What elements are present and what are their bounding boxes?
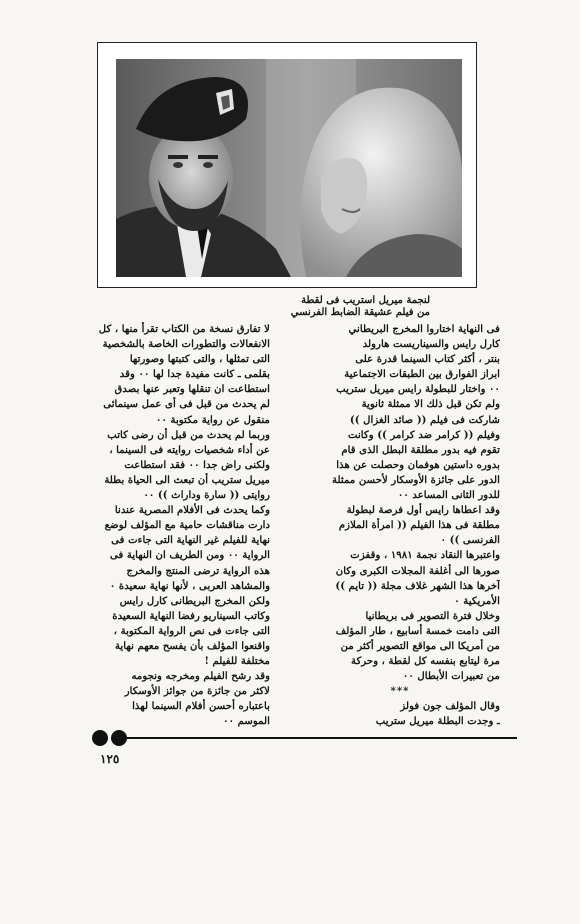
- text-line: دارت مناقشات حامية مع المؤلف لوضع: [104, 519, 270, 532]
- photo-still: [116, 59, 462, 277]
- article-column-right: [300, 322, 500, 730]
- text-line: ولكن المخرج البريطانى كارل رايس: [119, 594, 270, 607]
- text-line: فى النهاية اختاروا المخرج البريطاني: [348, 323, 500, 335]
- text-line: ولم تكن قبل ذلك الا ممثلة ثانوية: [361, 398, 500, 411]
- text-line: وفيلم (( كرامر ضد كرامر )) وكانت: [347, 428, 500, 441]
- text-line: والمشاهد العربى ، لأنها نهاية سعيدة ٠: [109, 579, 270, 592]
- text-line: وربما لم يحدث من قبل أن رضى كاتب: [107, 428, 270, 441]
- film-still-illustration: [116, 59, 462, 277]
- bottom-rule: [125, 737, 517, 739]
- text-line: مختلفة للفيلم !: [204, 655, 270, 668]
- text-line: لا تفارق نسخة من الكتاب تقرأ منها ، كل: [98, 323, 270, 335]
- text-line: تقوم فيه بدور مطلقة البطل الذى قام: [341, 443, 500, 456]
- text-line: شاركت فى فيلم (( صائد الغزال )): [349, 413, 500, 426]
- text-line: التى تمثلها ، والتى كتبتها وصورتها: [129, 353, 270, 366]
- text-line: بقلمى ـ كانت مفيدة جدا لها ٠٠ وقد: [119, 368, 270, 381]
- photo-caption: [200, 295, 430, 319]
- text-line: كارل رايس والسيناريست هارولد: [362, 338, 500, 351]
- text-line: وخلال فترة التصوير فى بريطانيا: [365, 609, 500, 622]
- article-column-left: [70, 322, 270, 730]
- text-line: وكما يحدث فى الأفلام المصرية عندنا: [114, 504, 270, 517]
- text-line: وقد رشح الفيلم ومخرجه ونجومه: [131, 670, 270, 683]
- text-line: نهاية للفيلم غير النهاية التى جاءت فى: [111, 534, 270, 547]
- caption-line-2: من فيلم عشيقة الضابط الفرنسي: [290, 307, 430, 318]
- text-line: وكاتب السيناريو رفضا النهاية السعيدة: [112, 609, 270, 622]
- text-line: مرة ليتابع بنفسه كل لقطة ، وحركة: [350, 655, 500, 668]
- text-line: الأمريكية ٠: [454, 594, 500, 607]
- caption-line-1: لنجمة ميريل استريب فى لقطة: [301, 295, 430, 306]
- text-line: من أمريكا الى مواقع التصوير أكثر من: [340, 639, 500, 652]
- section-stars: ***: [390, 685, 410, 698]
- text-line: الفرنسى )) ٠: [440, 534, 500, 547]
- text-line: للدور الثانى المساعد ٠٠: [397, 489, 500, 502]
- text-line: وقد اعطاها رايس أول فرصة لبطولة: [346, 504, 500, 517]
- text-line: التى جاءت فى نص الرواية المكتوبة ،: [113, 624, 270, 637]
- text-line: باعتباره أحسن أفلام السينما لهذا: [132, 700, 270, 713]
- text-line: روايتى (( سارة وداراث )) ٠٠: [143, 489, 270, 502]
- text-line: الرواية ٠٠ ومن الطريف ان النهاية فى: [109, 549, 270, 562]
- page-number: ١٢٥: [100, 752, 120, 766]
- text-line: التى دامت خمسة أسابيع ، طار المؤلف: [335, 624, 500, 637]
- text-line: آخرها هذا الشهر غلاف مجلة (( تايم )): [335, 579, 500, 592]
- text-line: ـ وجدت البطلة ميريل ستريب: [375, 715, 500, 728]
- text-line: الدور على جائزة الأوسكار لأحسن ممثلة: [332, 473, 500, 486]
- text-line: وقال المؤلف جون فولز: [400, 700, 500, 713]
- decorative-dot: [92, 730, 108, 746]
- text-line: هذه الرواية ترضى المنتج والمخرج: [126, 564, 270, 577]
- text-line: لاكثر من جائزة من جوائز الأوسكار: [124, 685, 270, 698]
- text-line: ٠٠ واختار للبطولة رايس ميريل ستريب: [336, 383, 500, 396]
- text-line: عن أداء شخصيات روايته فى السينما ،: [109, 443, 270, 456]
- text-line: الانفعالات والتطورات الخاصة بالشخصية: [102, 338, 270, 351]
- article-photo: [97, 42, 477, 288]
- text-line: مطلقة فى هذا الفيلم (( امرأة الملازم: [338, 519, 500, 532]
- text-line: واعتبرها النقاد نجمة ١٩٨١ ، وقفزت: [350, 549, 500, 562]
- text-line: لم يحدث من قبل فى أى عمل سينمائى: [103, 398, 270, 411]
- text-line: ولكنى راض جدا ٠٠ فقد استطاعت: [124, 458, 270, 471]
- text-line: بدوره داستين هوفمان وحصلت عن هذا: [336, 458, 500, 471]
- text-line: الموسم ٠٠: [223, 715, 270, 728]
- text-line: ابراز الفوارق بين الطبقات الاجتماعية: [344, 368, 500, 381]
- text-line: من تعبيرات الأبطال ٠٠: [402, 670, 500, 683]
- text-line: واقنعوا المؤلف بأن يفسح معهم نهاية: [114, 639, 270, 652]
- text-line: بنتر ، أكثر كتاب السينما قدرة على: [355, 353, 500, 366]
- text-line: صورها الى أغلفة المجلات الكبرى وكان: [335, 564, 500, 577]
- text-line: منقول عن رواية مكتوبة ٠٠: [155, 413, 270, 426]
- text-line: ميريل ستريب أن تبعث الى الحياة بطلة: [104, 473, 270, 486]
- text-line: استطاعت ان تنقلها وتعبر عنها بصدق: [114, 383, 270, 396]
